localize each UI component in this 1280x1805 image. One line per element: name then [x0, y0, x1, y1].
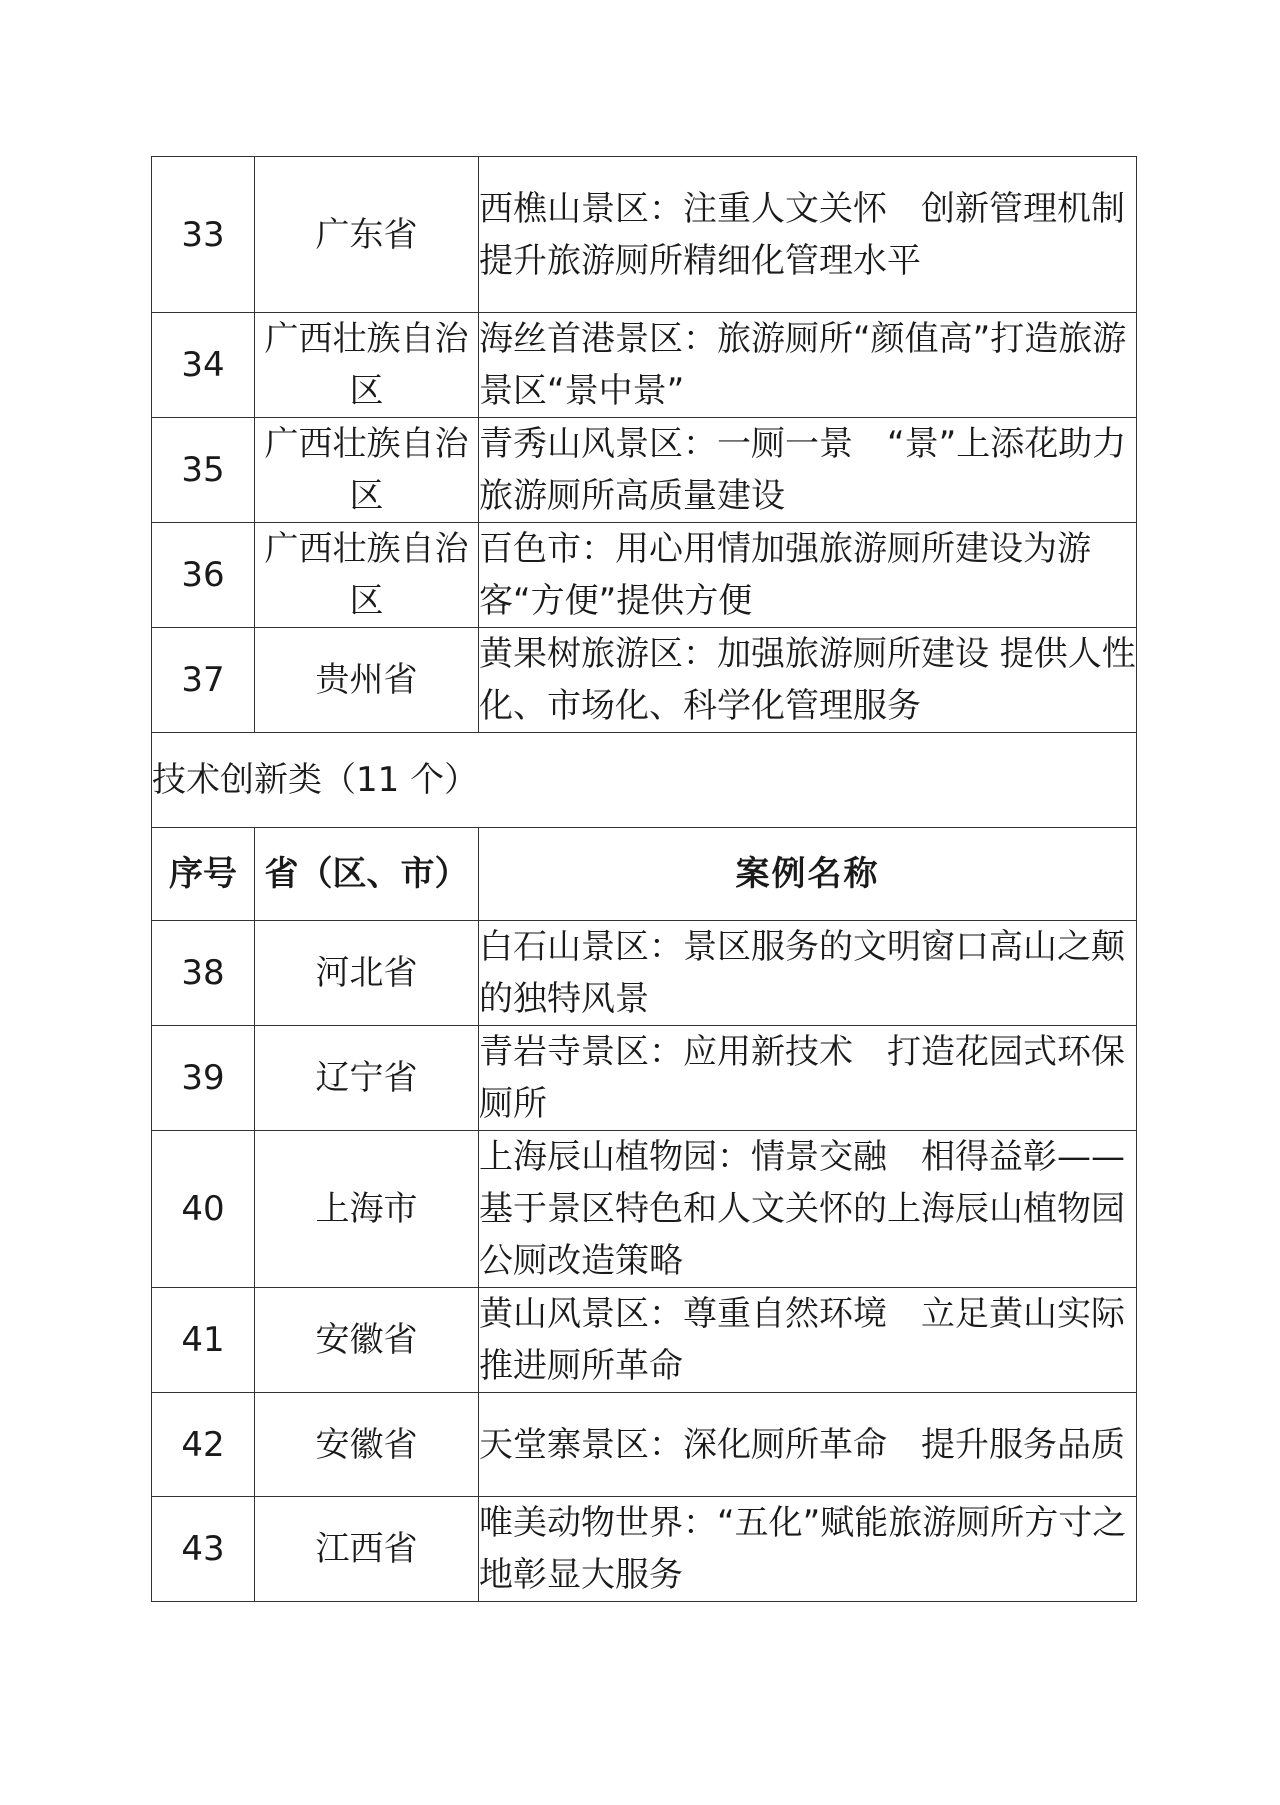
row-number: 33 — [152, 157, 255, 313]
table-row — [152, 313, 1137, 418]
row-province: 江西省 — [255, 1497, 479, 1602]
row-province: 上海市 — [255, 1131, 479, 1288]
row-province: 辽宁省 — [255, 1026, 479, 1131]
row-province: 广东省 — [255, 157, 479, 313]
row-case-name: 上海辰山植物园：情景交融 相得益彰——基于景区特色和人文关怀的上海辰山植物园公厕改造策略 — [479, 1131, 1137, 1288]
row-case-name: 黄果树旅游区：加强旅游厕所建设 提供人性化、市场化、科学化管理服务 — [479, 628, 1137, 733]
row-number: 39 — [152, 1026, 255, 1131]
row-number: 41 — [152, 1288, 255, 1393]
row-case-name: 黄山风景区：尊重自然环境 立足黄山实际 推进厕所革命 — [479, 1288, 1137, 1393]
table-row — [152, 157, 1137, 313]
row-number: 35 — [152, 418, 255, 523]
table-row — [152, 418, 1137, 523]
row-province: 安徽省 — [255, 1393, 479, 1497]
row-case-name: 海丝首港景区：旅游厕所“颜值高”打造旅游景区“景中景” — [479, 313, 1137, 418]
table-row — [152, 1026, 1137, 1131]
header-number: 序号 — [152, 828, 255, 921]
row-number: 40 — [152, 1131, 255, 1288]
row-number: 38 — [152, 921, 255, 1026]
row-case-name: 白石山景区：景区服务的文明窗口高山之颠的独特风景 — [479, 921, 1137, 1026]
section-row — [152, 733, 1137, 828]
row-province: 安徽省 — [255, 1288, 479, 1393]
section-title: 技术创新类（11 个） — [152, 733, 1137, 828]
table-row — [152, 921, 1137, 1026]
row-province: 广西壮族自治区 — [255, 313, 479, 418]
row-case-name: 青秀山风景区：一厕一景 “景”上添花助力旅游厕所高质量建设 — [479, 418, 1137, 523]
row-province: 贵州省 — [255, 628, 479, 733]
row-province: 河北省 — [255, 921, 479, 1026]
row-case-name: 西樵山景区：注重人文关怀 创新管理机制 提升旅游厕所精细化管理水平 — [479, 157, 1137, 313]
table-header-row — [152, 828, 1137, 921]
row-number: 43 — [152, 1497, 255, 1602]
row-case-name: 唯美动物世界：“五化”赋能旅游厕所方寸之地彰显大服务 — [479, 1497, 1137, 1602]
row-number: 36 — [152, 523, 255, 628]
table-row — [152, 1288, 1137, 1393]
row-case-name: 青岩寺景区：应用新技术 打造花园式环保厕所 — [479, 1026, 1137, 1131]
cases-table — [151, 156, 1159, 1602]
header-province: 省（区、市） — [255, 828, 479, 921]
row-number: 34 — [152, 313, 255, 418]
row-province: 广西壮族自治区 — [255, 418, 479, 523]
table-row — [152, 628, 1137, 733]
table-row — [152, 1393, 1137, 1497]
table-row — [152, 1497, 1137, 1602]
table-row — [152, 1131, 1137, 1288]
header-case-name: 案例名称 — [479, 828, 1137, 921]
row-number: 37 — [152, 628, 255, 733]
row-number: 42 — [152, 1393, 255, 1497]
row-province: 广西壮族自治区 — [255, 523, 479, 628]
row-case-name: 百色市：用心用情加强旅游厕所建设为游客“方便”提供方便 — [479, 523, 1137, 628]
table-row — [152, 523, 1137, 628]
row-case-name: 天堂寨景区：深化厕所革命 提升服务品质 — [479, 1393, 1137, 1497]
